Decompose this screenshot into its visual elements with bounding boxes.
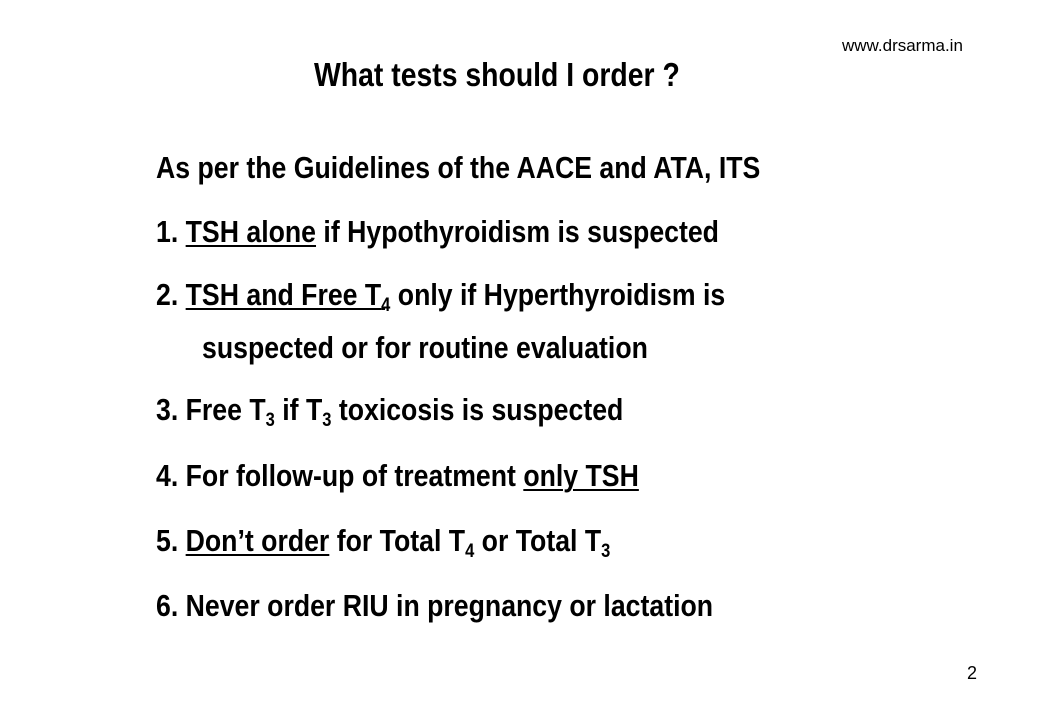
- intro-line: [156, 150, 760, 186]
- item-text: for Total T: [329, 523, 466, 558]
- item-text: For follow-up of treatment: [185, 458, 524, 493]
- item-text: or Total T: [474, 523, 602, 558]
- underlined-text: [185, 277, 391, 317]
- item-text: if T: [274, 392, 323, 427]
- subscript: 4: [465, 541, 475, 563]
- list-item-1: [156, 214, 719, 250]
- slide-title: What tests should I order ?: [314, 56, 680, 93]
- list-item-2: [156, 277, 726, 317]
- item-number: 6.: [156, 588, 186, 623]
- subscript: 4: [381, 295, 391, 317]
- website-url: www.drsarma.in: [842, 36, 963, 55]
- list-item-4: [156, 458, 639, 494]
- subscript: 3: [601, 541, 611, 563]
- underlined-text: only TSH: [523, 458, 639, 493]
- item-text: toxicosis is suspected: [331, 392, 624, 427]
- list-item-5: [156, 523, 611, 563]
- list-item-3: [156, 392, 624, 432]
- item-number: 4.: [156, 458, 186, 493]
- underlined-text: TSH alone: [185, 214, 317, 249]
- item-text: if Hypothyroidism is suspected: [316, 214, 719, 249]
- item-text: Free T: [185, 392, 266, 427]
- page-number: 2: [967, 663, 978, 683]
- continuation-text: suspected or for routine evaluation: [202, 330, 648, 365]
- intro-text: As per the Guidelines of the AACE and ATA, ITS: [156, 150, 761, 185]
- subscript: 3: [322, 410, 332, 432]
- underlined-prefix: TSH and Free T: [185, 277, 382, 312]
- list-item-6: [156, 588, 713, 624]
- subscript: 3: [265, 410, 275, 432]
- item-number: 3.: [156, 392, 186, 427]
- item-number: 5.: [156, 523, 186, 558]
- item-number: 2.: [156, 277, 186, 312]
- item-text: only if Hyperthyroidism is: [390, 277, 726, 312]
- list-item-2-continuation: [202, 330, 648, 366]
- underlined-text: Don’t order: [185, 523, 330, 558]
- item-number: 1.: [156, 214, 186, 249]
- item-text: Never order RIU in pregnancy or lactation: [185, 588, 714, 623]
